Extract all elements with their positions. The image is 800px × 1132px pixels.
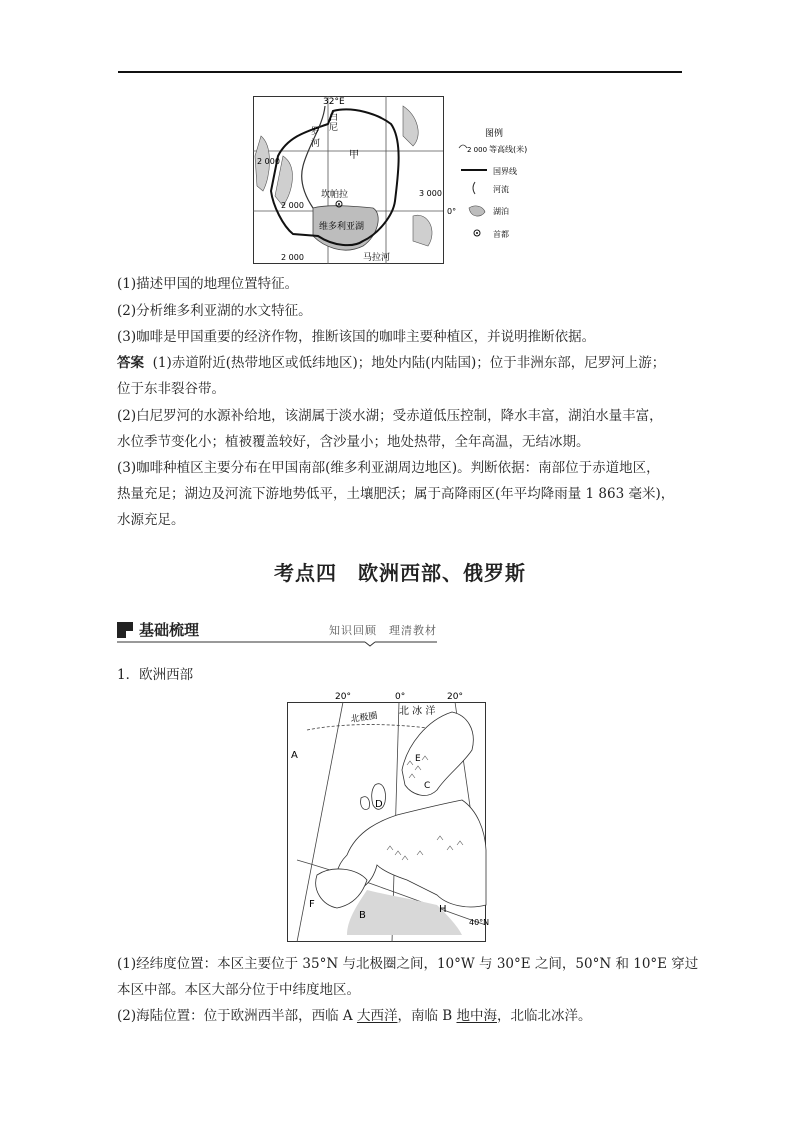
legend-capital: 首都	[493, 230, 509, 239]
basic-section-header	[117, 620, 437, 644]
basic-subtitle: 知识回顾 理清教材	[329, 624, 437, 637]
nile-label-2: 罗	[311, 127, 321, 137]
point-2-sea: 地中海	[456, 1008, 497, 1024]
legend-title: 图例	[485, 129, 504, 139]
contour-label-2: 2 000	[281, 201, 304, 210]
answer-line-1	[117, 354, 665, 372]
nile-label-1: 尼	[329, 123, 339, 133]
legend-river: 河流	[493, 185, 509, 194]
lat-40n-label: 40°N	[469, 918, 490, 927]
legend-border: 国界线	[493, 167, 517, 176]
label-a: A	[291, 750, 298, 761]
answer-1-line1: (1)赤道附近(热带地区或低纬地区)；地处内陆(内陆国)；位于非洲东部，尼罗河上游；	[152, 355, 666, 371]
contour-label-1: 2 000	[257, 157, 280, 166]
legend-contour-sample: 2 000	[467, 146, 488, 154]
question-3: (3)咖啡是甲国重要的经济作物，推断该国的咖啡主要种植区，并说明推断依据。	[117, 329, 596, 345]
label-f: F	[309, 899, 315, 910]
lake-label: 维多利亚湖	[319, 222, 365, 232]
point-1-line1: (1)经纬度位置：本区主要位于 35°N 与北极圈之间，10°W 与 30°E 之间，50°N 和 10°E 穿过	[117, 956, 699, 972]
uganda-map	[253, 96, 653, 264]
point-2-ocean: 大西洋	[356, 1008, 398, 1024]
river-mara-label: 马拉河	[363, 253, 391, 263]
basic-title: 基础梳理	[139, 621, 200, 639]
answer-label: 答案	[117, 355, 144, 371]
capital-label: 坎帕拉	[321, 190, 349, 200]
label-e: E	[415, 754, 421, 764]
question-2: (2)分析维多利亚湖的水文特征。	[117, 303, 312, 319]
point-2-suffix: ，北临北冰洋。	[496, 1008, 592, 1024]
lon-32e-label: 32°E	[323, 97, 345, 107]
nile-label-3: 河	[311, 139, 321, 149]
label-h: H	[439, 904, 447, 915]
answer-3-line1: (3)咖啡种植区主要分布在甲国南部(维多利亚湖周边地区)。判断依据：南部位于赤道地区，	[117, 460, 660, 476]
legend-lake: 湖泊	[493, 207, 509, 216]
basic-underline	[117, 641, 437, 647]
legend-contour: 等高线(米)	[489, 145, 528, 154]
label-c: C	[424, 781, 431, 791]
western-europe-map	[287, 690, 492, 942]
answer-2-line1: (2)白尼罗河的水源补给地，该湖属于淡水湖；受赤道低压控制，降水丰富，湖泊水量丰富，	[117, 408, 663, 424]
point-2-prefix: (2)海陆位置：位于欧洲西半部，西临 A	[117, 1008, 357, 1024]
equator-label: 0°	[447, 207, 457, 216]
section-marker-icon	[117, 622, 133, 638]
label-d: D	[375, 799, 383, 810]
contour-label-4: 3 000	[419, 189, 442, 198]
lon-0-label: 0°	[395, 692, 406, 702]
section-title: 考点四 欧洲西部、俄罗斯	[274, 561, 526, 585]
point-1-line2: 本区中部。本区大部分位于中纬度地区。	[117, 982, 360, 998]
label-b: B	[359, 910, 366, 921]
answer-1-line2: 位于东非裂谷带。	[117, 381, 225, 397]
lon-20e-label: 20°	[447, 692, 463, 702]
answer-2-line2: 水位季节变化小；植被覆盖较好，含沙量小；地处热带，全年高温，无结冰期。	[117, 434, 590, 450]
answer-3-line2: 热量充足；湖边及河流下游地势低平，土壤肥沃；属于高降雨区(年平均降雨量 1 863 毫米)，	[117, 486, 675, 502]
answer-3-line3: 水源充足。	[117, 512, 185, 528]
country-jia-label: 甲	[349, 150, 359, 161]
question-1: (1)描述甲国的地理位置特征。	[117, 276, 299, 292]
point-2	[117, 1007, 591, 1025]
point-2-mid: ，南临 B	[397, 1008, 457, 1024]
contour-label-3: 2 000	[281, 253, 304, 262]
europe-heading: 1．欧洲西部	[117, 667, 194, 683]
nile-label-4: 白	[329, 113, 339, 123]
lon-20w-label: 20°	[335, 692, 351, 702]
header-rule	[118, 71, 682, 73]
arctic-ocean-label: 北 冰 洋	[399, 706, 436, 717]
arctic-circle-label: 北极圈	[350, 711, 379, 725]
